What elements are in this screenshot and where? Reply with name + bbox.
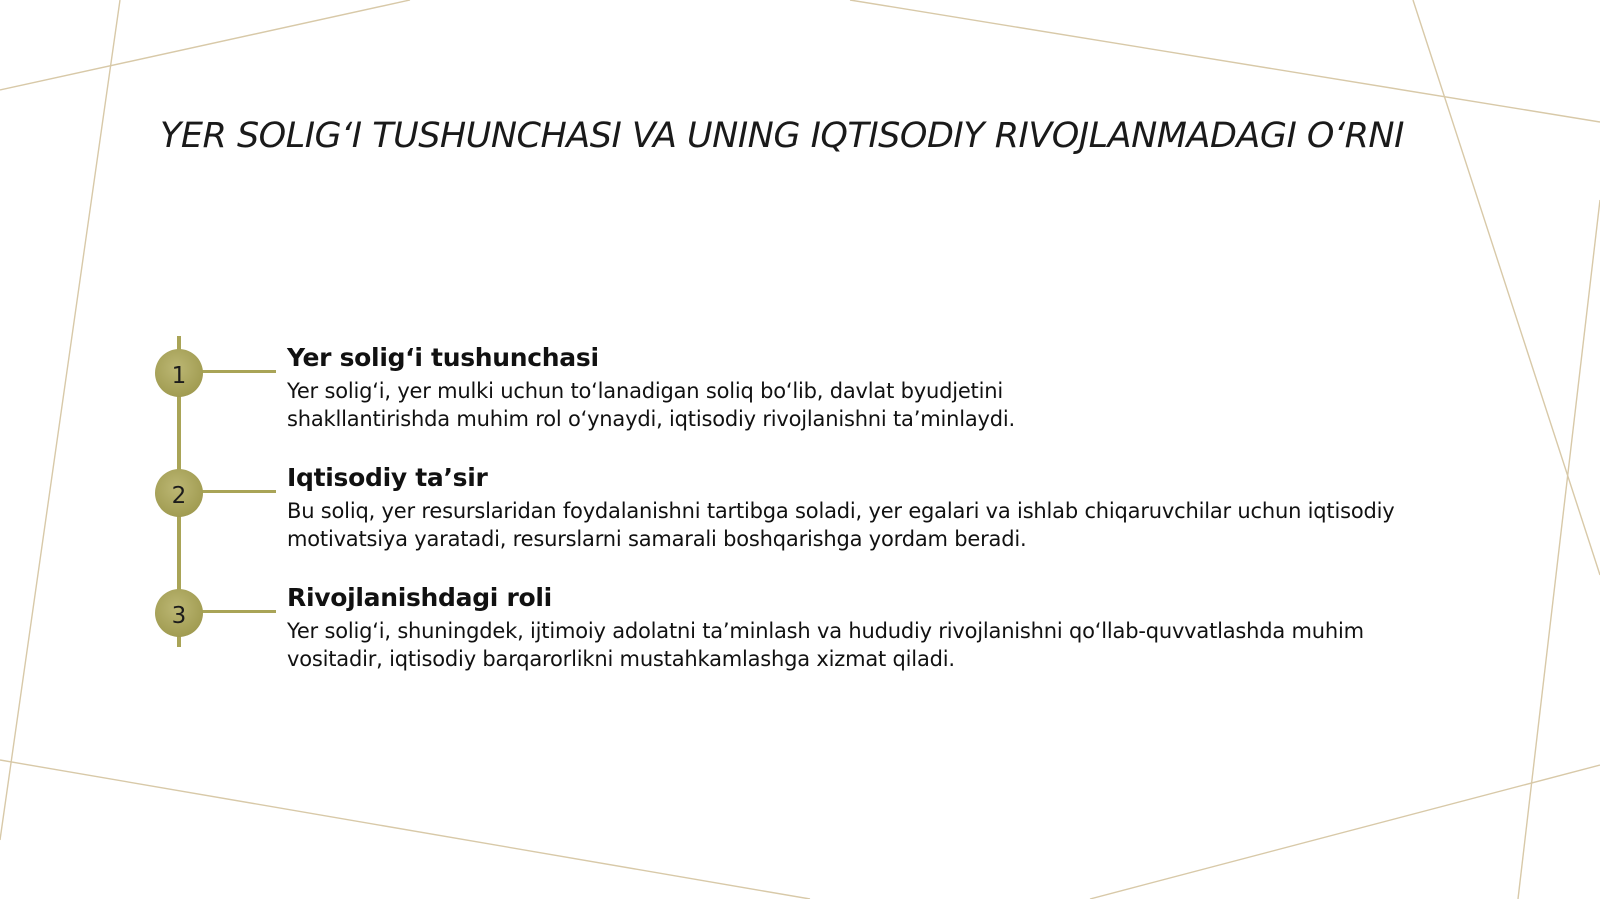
step-1-body-line-2: shakllantirishda muhim rol o‘ynaydi, iqtisodiy rivojlanishni ta’minlaydi.: [287, 407, 1015, 431]
step-3-heading: Rivojlanishdagi roli: [287, 583, 552, 612]
step-1-connector: [200, 370, 276, 373]
step-1-content: [287, 342, 1467, 433]
step-1-marker: [155, 349, 203, 397]
step-1-heading: Yer solig‘i tushunchasi: [287, 343, 599, 372]
step-1-number: 1: [171, 363, 187, 389]
step-1-body: [287, 377, 1467, 433]
step-3-body: [287, 617, 1467, 673]
step-2-content: [287, 462, 1467, 553]
step-2-body-line-1: Bu soliq, yer resurslaridan foydalanishni tartibga soladi, yer egalari va ishlab chiqaruvchilar uchun iqtisodiy: [287, 499, 1395, 523]
step-2-body: [287, 497, 1467, 553]
step-2-body-line-2: motivatsiya yaratadi, resurslarni samarali boshqarishga yordam beradi.: [287, 527, 1027, 551]
step-2-connector: [200, 490, 276, 493]
step-3-content: [287, 582, 1467, 673]
step-1-body-line-1: Yer solig‘i, yer mulki uchun to‘lanadigan soliq bo‘lib, davlat byudjetini: [287, 379, 1003, 403]
step-2-heading: Iqtisodiy ta’sir: [287, 463, 488, 492]
step-2-marker: [155, 469, 203, 517]
slide-title: YER SOLIG‘I TUSHUNCHASI VA UNING IQTISODIY RIVOJLANMADAGI O‘RNI: [160, 116, 1404, 156]
step-3-body-line-1: Yer solig‘i, shuningdek, ijtimoiy adolatni ta’minlash va hududiy rivojlanishni qo‘llab-quvvatlashda muhim: [287, 619, 1364, 643]
step-3-connector: [200, 610, 276, 613]
step-2-number: 2: [171, 483, 187, 509]
step-3-body-line-2: vositadir, iqtisodiy barqarorlikni mustahkamlashga xizmat qiladi.: [287, 647, 955, 671]
step-3-marker: [155, 589, 203, 637]
step-3-number: 3: [171, 603, 187, 629]
